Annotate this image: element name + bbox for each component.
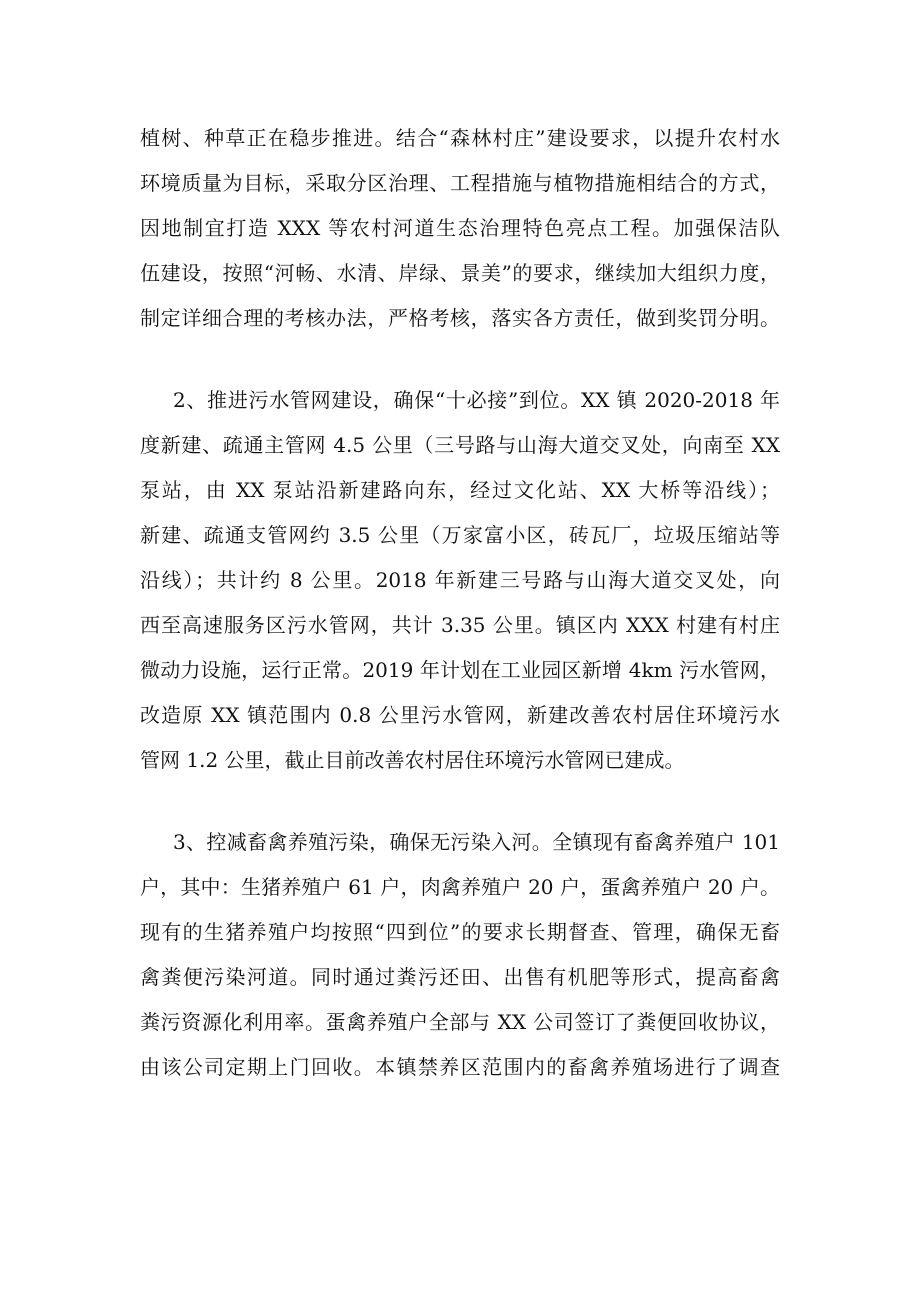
paragraph-greening-and-cleaning [140,116,780,341]
text-line: 度新建、疏通主管网 4.5 公里（三号路与山海大道交叉处，向南至 XX [140,433,780,457]
text-line: 泵站，由 XX 泵站沿新建路向东，经过文化站、XX 大桥等沿线）； [140,478,780,502]
text-line: 管网 1.2 公里，截止目前改善农村居住环境污水管网已建成。 [140,748,685,772]
text-line: 禽粪便污染河道。同时通过粪污还田、出售有机肥等形式，提高畜禽 [140,965,780,989]
text-line: 西至高速服务区污水管网，共计 3.35 公里。镇区内 XXX 村建有村庄 [140,613,780,637]
text-line: 制定详细合理的考核办法，严格考核，落实各方责任，做到奖罚分明。 [140,306,780,330]
text-line: 2、推进污水管网建设，确保“十必接”到位。XX 镇 2020-2018 年 [173,388,780,412]
text-line: 由该公司定期上门回收。本镇禁养区范围内的畜禽养殖场进行了调查 [140,1055,780,1079]
text-line: 伍建设，按照“河畅、水清、岸绿、景美”的要求，继续加大组织力度， [140,261,780,285]
paragraph-sewage-pipe-network [140,378,780,783]
text-line: 改造原 XX 镇范围内 0.8 公里污水管网，新建改善农村居住环境污水 [140,703,780,727]
paragraph-livestock-pollution [140,820,780,1090]
text-line: 3、控减畜禽养殖污染，确保无污染入河。全镇现有畜禽养殖户 101 [173,830,780,854]
text-line: 新建、疏通支管网约 3.5 公里（万家富小区，砖瓦厂，垃圾压缩站等 [140,523,780,547]
text-line: 因地制宜打造 XXX 等农村河道生态治理特色亮点工程。加强保洁队 [140,216,780,240]
text-line: 户，其中：生猪养殖户 61 户，肉禽养殖户 20 户，蛋禽养殖户 20 户。 [140,875,780,899]
text-line: 环境质量为目标，采取分区治理、工程措施与植物措施相结合的方式， [140,171,780,195]
text-line: 现有的生猪养殖户均按照“四到位”的要求长期督查、管理，确保无畜 [140,920,780,944]
text-line: 植树、种草正在稳步推进。结合“森林村庄”建设要求，以提升农村水 [140,126,780,150]
text-line: 粪污资源化利用率。蛋禽养殖户全部与 XX 公司签订了粪便回收协议， [140,1010,780,1034]
text-line: 微动力设施，运行正常。2019 年计划在工业园区新增 4km 污水管网， [140,658,780,682]
text-line: 沿线）；共计约 8 公里。2018 年新建三号路与山海大道交叉处，向 [140,568,780,592]
